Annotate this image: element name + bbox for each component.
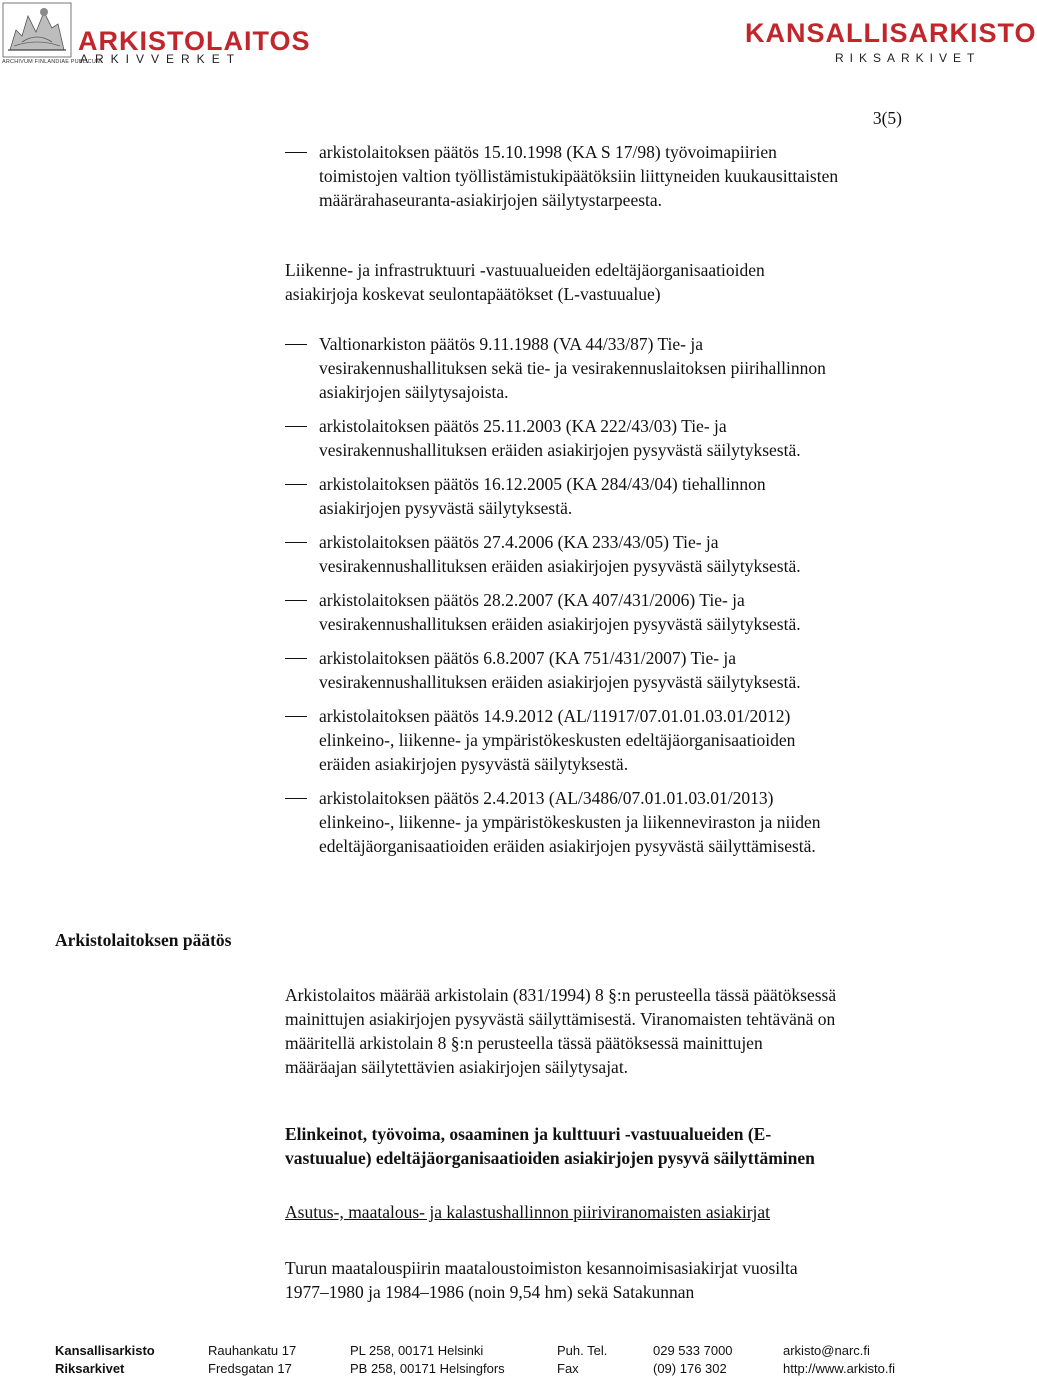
- list-item: [285, 588, 935, 636]
- footer-fax-label: Fax: [557, 1361, 579, 1376]
- list-line: Valtionarkiston päätös 9.11.1988 (VA 44/33/87) Tie- ja: [319, 334, 704, 354]
- right-brand-sub: RIKSARKIVET: [835, 51, 981, 65]
- decision-heading: Arkistolaitoksen päätös: [55, 930, 232, 950]
- footer-row: [55, 1342, 945, 1360]
- list-line: elinkeino-, liikenne- ja ympäristökeskusten ja liikenneviraston ja niiden: [319, 812, 821, 832]
- list-line: eräiden asiakirjojen pysyvästä säilytyksestä.: [319, 754, 629, 774]
- seal-emblem-icon: [2, 2, 72, 58]
- intro-line: Liikenne- ja infrastruktuuri -vastuualueiden edeltäjäorganisaatioiden: [285, 260, 765, 280]
- list-line: vesirakennushallituksen eräiden asiakirjojen pysyvästä säilytyksestä.: [319, 440, 801, 460]
- decision-body: [285, 983, 945, 1079]
- seal-caption: ARCHIVUM FINLANDIAE PUBLICUM: [2, 59, 101, 65]
- body-line: 1977–1980 ja 1984–1986 (noin 9,54 hm) sekä Satakunnan: [285, 1282, 695, 1302]
- body-line: määräajan säilytettävien asiakirjojen säilytysajat.: [285, 1057, 629, 1077]
- e-section-body: [285, 1256, 945, 1304]
- body-line: Turun maatalouspiirin maataloustoimiston kesannoimisasiakirjat vuosilta: [285, 1258, 798, 1278]
- list-line: toimistojen valtion työllistämistukipäätöksiin liittyneiden kuukausittaisten: [319, 166, 839, 186]
- heading-line: vastuualue) edeltäjäorganisaatioiden asiakirjojen pysyvä säilyttäminen: [285, 1148, 815, 1168]
- list-line: asiakirjojen pysyvästä säilytyksestä.: [319, 498, 573, 518]
- list-item: [285, 472, 935, 520]
- footer-website-link[interactable]: http://www.arkisto.fi: [783, 1361, 895, 1376]
- intro-line: asiakirjoja koskevat seulontapäätökset (L-vastuualue): [285, 284, 661, 304]
- list-line: asiakirjojen säilytysajoista.: [319, 382, 509, 402]
- footer-street-sv: Fredsgatan 17: [208, 1361, 292, 1376]
- footer-fax-number: (09) 176 302: [653, 1361, 727, 1376]
- footer-row: [55, 1360, 945, 1378]
- left-brand-name: ARKISTOLAITOS: [78, 26, 311, 56]
- list-line: arkistolaitoksen päätös 6.8.2007 (KA 751/431/2007) Tie- ja: [319, 648, 737, 668]
- top-list: [285, 140, 925, 212]
- footer: [55, 1342, 945, 1378]
- body-line: määritellä arkistolain 8 §:n perusteella tässä päätöksessä mainittujen: [285, 1033, 763, 1053]
- list-line: arkistolaitoksen päätös 15.10.1998 (KA S 17/98) työvoimapiirien: [319, 142, 777, 162]
- footer-pobox-fi: PL 258, 00171 Helsinki: [350, 1343, 484, 1358]
- list-item: [285, 704, 935, 776]
- list-line: arkistolaitoksen päätös 25.11.2003 (KA 222/43/03) Tie- ja: [319, 416, 727, 436]
- kansallisarkisto-logo: [745, 18, 1037, 68]
- footer-org-sv: Riksarkivet: [55, 1361, 125, 1376]
- list-line: arkistolaitoksen päätös 27.4.2006 (KA 233/43/05) Tie- ja: [319, 532, 719, 552]
- arkistolaitos-logo: [0, 0, 311, 66]
- footer-email-link[interactable]: arkisto@narc.fi: [783, 1343, 870, 1358]
- list-line: vesirakennushallituksen eräiden asiakirjojen pysyvästä säilytyksestä.: [319, 556, 801, 576]
- heading-line: Elinkeinot, työvoima, osaaminen ja kulttuuri -vastuualueiden (E-: [285, 1124, 772, 1144]
- body-line: Arkistolaitos määrää arkistolain (831/1994) 8 §:n perusteella tässä päätöksessä: [285, 985, 837, 1005]
- l-section-list: [285, 332, 935, 858]
- list-item: [285, 140, 925, 212]
- left-brand-sub: ARKIVVERKET: [80, 52, 242, 66]
- page-number: 3(5): [872, 108, 902, 128]
- list-item: [285, 332, 935, 404]
- list-line: vesirakennushallituksen sekä tie- ja vesirakennuslaitoksen piirihallinnon: [319, 358, 826, 378]
- list-item: [285, 786, 935, 858]
- right-brand-name: KANSALLISARKISTO: [745, 18, 1037, 48]
- footer-phone-number: 029 533 7000: [653, 1343, 733, 1358]
- footer-pobox-sv: PB 258, 00171 Helsingfors: [350, 1361, 505, 1376]
- footer-street-fi: Rauhankatu 17: [208, 1343, 297, 1358]
- list-item: [285, 414, 935, 462]
- list-line: arkistolaitoksen päätös 28.2.2007 (KA 407/431/2006) Tie- ja: [319, 590, 745, 610]
- footer-org-fi: Kansallisarkisto: [55, 1343, 155, 1358]
- list-line: edeltäjäorganisaatioiden eräiden asiakirjojen pysyvästä säilyttämisestä.: [319, 836, 816, 856]
- list-line: arkistolaitoksen päätös 14.9.2012 (AL/11917/07.01.01.03.01/2012): [319, 706, 791, 726]
- body-line: mainittujen asiakirjojen pysyvästä säilyttämisestä. Viranomaisten tehtävänä on: [285, 1009, 836, 1029]
- list-item: [285, 530, 935, 578]
- list-line: arkistolaitoksen päätös 16.12.2005 (KA 284/43/04) tiehallinnon: [319, 474, 766, 494]
- l-section-intro: [285, 258, 925, 306]
- footer-phone-label: Puh. Tel.: [557, 1343, 608, 1358]
- list-line: elinkeino-, liikenne- ja ympäristökeskusten edeltäjäorganisaatioiden: [319, 730, 796, 750]
- e-section-heading: [285, 1122, 945, 1170]
- list-line: vesirakennushallituksen eräiden asiakirjojen pysyvästä säilytyksestä.: [319, 672, 801, 692]
- list-line: vesirakennushallituksen eräiden asiakirjojen pysyvästä säilytyksestä.: [319, 614, 801, 634]
- list-line: määrärahaseuranta-asiakirjojen säilytystarpeesta.: [319, 190, 663, 210]
- list-item: [285, 646, 935, 694]
- e-section-subheading: Asutus-, maatalous- ja kalastushallinnon piiriviranomaisten asiakirjat: [285, 1202, 771, 1222]
- list-line: arkistolaitoksen päätös 2.4.2013 (AL/3486/07.01.01.03.01/2013): [319, 788, 774, 808]
